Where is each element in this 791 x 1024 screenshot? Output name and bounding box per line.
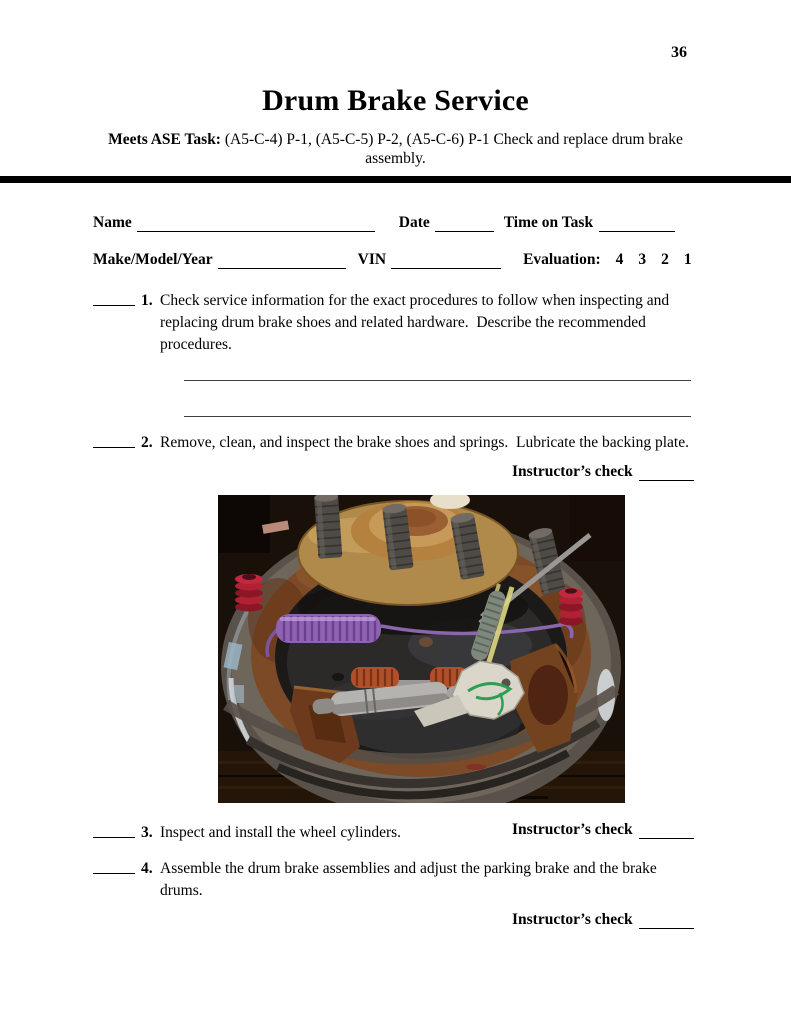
- page-title: Drum Brake Service: [262, 84, 529, 117]
- task-1-number: 1.: [141, 292, 153, 309]
- evaluation-label: Evaluation:: [523, 251, 601, 268]
- ase-task-label: Meets ASE Task:: [108, 131, 221, 148]
- drum-brake-photo-svg: [218, 495, 625, 803]
- task-2-number: 2.: [141, 434, 153, 451]
- answer-line-1: [184, 380, 691, 381]
- make-model-year-label: Make/Model/Year: [93, 251, 213, 268]
- name-blank-line: [137, 213, 375, 232]
- name-label: Name: [93, 214, 132, 231]
- instructor-check-3-blank: [639, 910, 694, 929]
- task-3-text: Inspect and install the wheel cylinders.: [160, 824, 402, 841]
- red-hold-down-spring-right: [559, 588, 583, 626]
- red-hold-down-spring-left: [235, 574, 263, 612]
- task-3-check-blank: [93, 823, 135, 838]
- evaluation-score-2: 2: [661, 251, 669, 268]
- vin-blank-line: [391, 250, 501, 269]
- date-label: Date: [398, 214, 430, 231]
- task-4-check-blank: [93, 859, 135, 874]
- ase-task-line: [86, 130, 706, 168]
- task-1-check-blank: [93, 291, 135, 306]
- task-4-number: 4.: [141, 860, 153, 877]
- drum-brake-photo: [218, 495, 625, 803]
- instructor-check-2-label: Instructor’s check: [512, 821, 633, 838]
- task-item-2: [93, 432, 697, 454]
- task-3-number: 3.: [141, 824, 153, 841]
- instructor-check-2: [512, 820, 694, 839]
- instructor-check-1-blank: [639, 462, 694, 481]
- vehicle-row: [93, 250, 697, 269]
- make-model-year-blank-line: [218, 250, 346, 269]
- evaluation-score-3: 3: [638, 251, 647, 268]
- task-2-text: Remove, clean, and inspect the brake shoes and springs. Lubricate the backing plate.: [160, 434, 689, 451]
- name-date-row: [93, 213, 697, 232]
- instructor-check-2-blank: [639, 820, 694, 839]
- time-on-task-blank-line: [599, 213, 675, 232]
- task-4-text: Assemble the drum brake assemblies and adjust the parking brake and the brake drums.: [160, 860, 661, 899]
- answer-line-2: [184, 416, 691, 417]
- task-item-4: [93, 858, 697, 902]
- ase-task-text: (A5-C-4) P-1, (A5-C-5) P-2, (A5-C-6) P-1 Check and replace drum brake assembly.: [220, 131, 683, 167]
- header-divider-rule: [0, 176, 791, 183]
- time-on-task-label: Time on Task: [503, 214, 594, 231]
- task-item-1: [93, 290, 697, 356]
- instructor-check-1-label: Instructor’s check: [512, 463, 633, 480]
- date-blank-line: [435, 213, 494, 232]
- instructor-check-3: [512, 910, 694, 929]
- evaluation-score-4: 4: [615, 251, 624, 268]
- page-number: 36: [671, 44, 687, 61]
- vin-label: VIN: [357, 251, 387, 268]
- instructor-check-3-label: Instructor’s check: [512, 911, 633, 928]
- evaluation-score-1: 1: [683, 251, 692, 268]
- task-2-check-blank: [93, 433, 135, 448]
- instructor-check-1: [512, 462, 694, 481]
- task-1-text: Check service information for the exact procedures to follow when inspecting and replacing drum brake shoes and related hardware. Describe the recommended procedures.: [160, 292, 674, 353]
